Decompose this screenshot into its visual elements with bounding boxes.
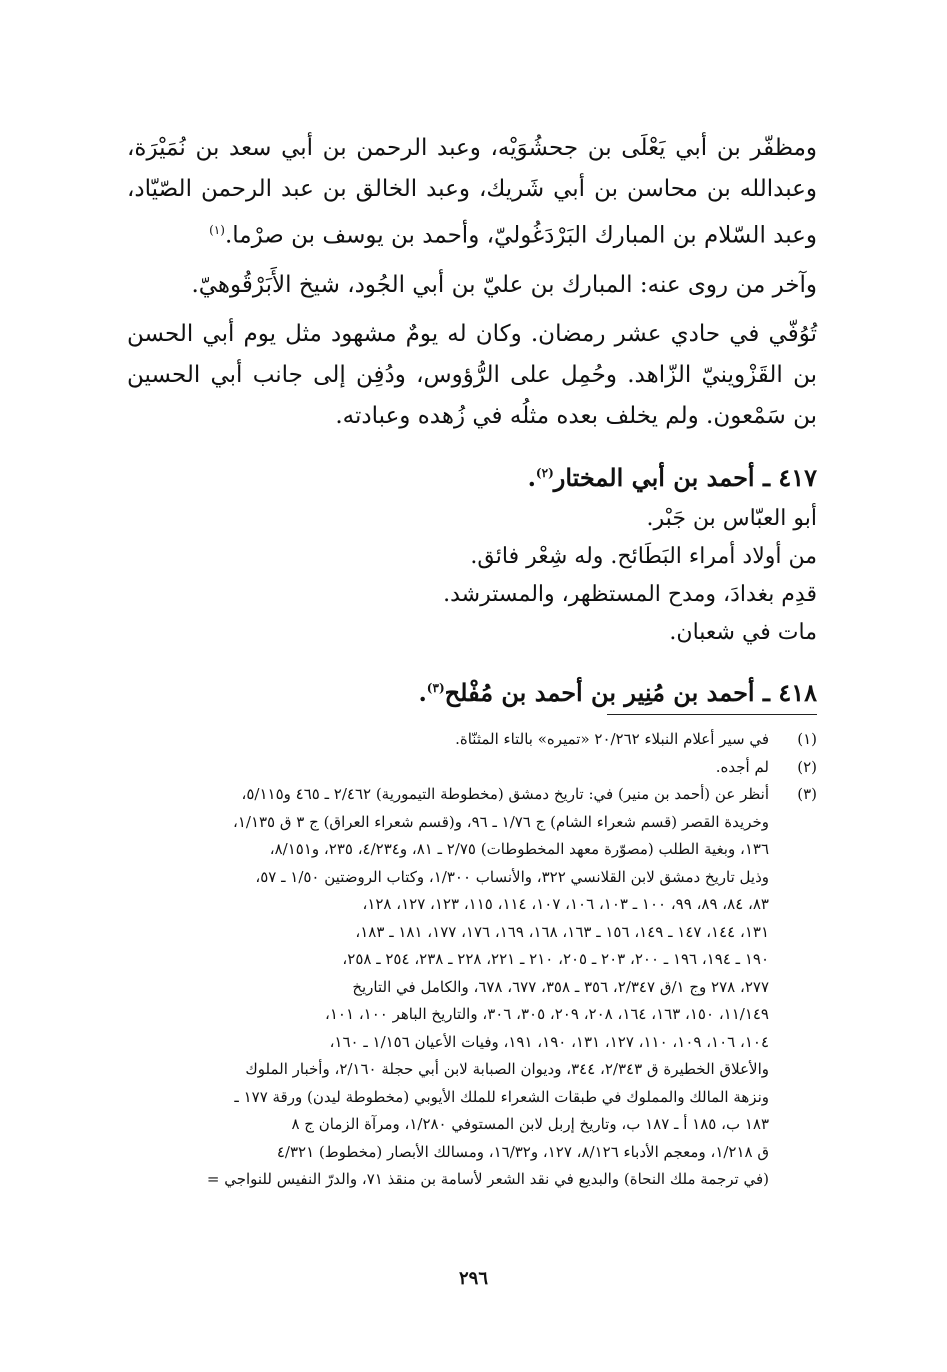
footnote-line: في سير أعلام النبلاء ٢٠/٢٦٢ «تميره» بالتاء المثنّاة.: [455, 730, 769, 748]
footnote-text: [127, 781, 769, 1194]
footnote-line: ١٠٤، ١٠٦، ١٠٩، ١١٠، ١٢٧، ١٣١، ١٩٠، ١٩١، وفيات الأعيان ١/١٥٦ ـ ١٦٠،: [329, 1032, 769, 1051]
footnote-line: (في ترجمة ملك النحاة) والبديع في نقد الشعر لأسامة بن منقذ ٧١، والدرّ النفيس للنواجي =: [206, 1170, 769, 1188]
footnote-marker-2: (٢): [535, 465, 554, 480]
footnote-divider: [607, 714, 817, 715]
paragraph-1-text: ومظفّر بن أبي يَعْلَى بن جحشُوَيْه، وعبد الرحمن بن أبي سعد بن نُمَيْرَة، وعبدالله بن محاسن بن أبي شَريك، وعبد الخالق بن عبد الرحمن الصّيّاد، وعبد السّلام بن المبارك البَرْدَغُوليّ، وأحمد بن يوسف بن صرْما.: [127, 135, 817, 249]
footnote-number: (٣): [797, 785, 817, 803]
paragraph-2: وآخر من روى عنه: المبارك بن عليّ بن أبي الجُود، شيخ الأَبَرْقُوهيّ.: [191, 271, 817, 298]
entry-418: [127, 666, 817, 715]
footnote-line: ق ١/٢١٨، ومعجم الأدباء ٨/١٢٦، ١٢٧، و١٦/٣٢، ومسالك الأبصار (مخطوط) ٤/٣٢١: [276, 1142, 769, 1161]
footnote-text: [127, 726, 769, 754]
footnote-line: ٢٧٧، ٢٧٨ وج ١/ق ٢/٣٤٧، ٣٥٦ ـ ٣٥٨، ٦٧٧، ٦٧٨، والكامل في التاريخ: [352, 977, 769, 996]
paragraph-1: [127, 128, 817, 257]
footnote-line: ١٨٣ ب، ١٨٥ أ ـ ١٨٧ ب، وتاريخ إربل لابن المستوفي ١/٢٨٠، ومرآة الزمان ج ٨: [291, 1115, 769, 1133]
main-text: [127, 128, 817, 715]
footnotes: [127, 726, 817, 1194]
footnote-line: وذيل تاريخ دمشق لابن القلانسي ٣٢٢، والأنساب ١/٣٠٠، وكتاب الروضتين ١/٥٠ ـ ٥٧،: [255, 867, 769, 886]
entry-418-heading: ٤١٨ ـ أحمد بن مُنِير بن أحمد بن مُفْلح$^{(٣)}$.: [418, 677, 817, 707]
footnote-2: [127, 754, 817, 782]
footnote-line: ١٩٠ ـ ١٩٤، ١٩٦ ـ ٢٠٠، ٢٠٣ ـ ٢٠٥، ٢١٠ ـ ٢٢١، ٢٢٨ ـ ٢٣٨، ٢٥٤ ـ ٢٥٨،: [342, 950, 769, 968]
footnote-line: ١٣١، ١٤٤، ١٤٧ ـ ١٤٩، ١٥٦ ـ ١٦٣، ١٦٨، ١٦٩، ١٧٦، ١٧٧، ١٨١ ـ ١٨٣،: [355, 922, 769, 941]
footnote-line: ١١/١٤٩، ١٥٠، ١٦٣، ١٦٤، ٢٠٨، ٢٠٩، ٣٠٥، ٣٠٦، والتاريخ الباهر ١٠٠، ١٠١،: [325, 1005, 769, 1023]
footnote-3: [127, 781, 817, 1194]
footnote-line: لم أجده.: [715, 757, 769, 776]
footnote-line: والأعلاق الخطيرة ق ٢/٣٤٣، ٣٤٤، وديوان الصبابة لابن أبي حجلة ٢/١٦٠، وأخبار الملوك: [245, 1060, 769, 1078]
footnote-number: (٢): [797, 757, 817, 776]
entry-417-line: مات في شعبان.: [669, 619, 817, 645]
page-number: ٢٩٦: [458, 1268, 488, 1289]
footnote-marker-3: (٣): [426, 680, 445, 695]
footnote-line: وخريدة القصر (قسم شعراء الشام) ج ١/٧٦ ـ ٩٦، و(قسم شعراء العراق) ج ٣ ق ١/١٣٥،: [232, 812, 769, 831]
footnote-line: ٨٣، ٨٤، ٨٩، ٩٩، ١٠٠ ـ ١٠٣، ١٠٦، ١٠٧، ١١٤، ١١٥، ١٢٣، ١٢٧، ١٢٨،: [362, 895, 769, 913]
entry-417-line: قدِم بغدادَ، ومدح المستظهر، والمسترشد.: [443, 581, 817, 607]
footnote-1: [127, 726, 817, 754]
footnote-marker-1: (١): [209, 223, 225, 237]
entry-417-line: أبو العبّاس بن جَبْر.: [646, 505, 817, 531]
footnote-line: أنظر عن (أحمد بن منير) في: تاريخ دمشق (مخطوطة التيمورية) ٢/٤٦٢ ـ ٤٦٥ و٥/١١٥،: [241, 785, 769, 803]
entry-418-title: ٤١٨ ـ أحمد بن مُنِير بن أحمد بن مُفْلح: [444, 677, 817, 707]
entry-417-line: من أولاد أمراء البَطَائح. وله شِعْر فائق.: [470, 543, 817, 569]
footnote-line: ونزهة المالك والمملوك في طبقات الشعراء للملك الأيوبي (مخطوطة ليدن) ورقة ١٧٧ ـ: [234, 1087, 769, 1106]
paragraph-3: تُوُفّي في حادي عشر رمضان. وكان له يومٌ مشهود مثل يوم أبي الحسن بن القَزْوينيّ الزّاهد. وحُمِل على الرُّؤوس، ودُفِن إلى جانب أبي الحسين بن سَمْعون. ولم يخلف بعده مثلُه في زُهده وعبادته.: [127, 320, 817, 429]
footnote-number: (١): [797, 730, 817, 748]
footnote-text: [127, 754, 769, 782]
entry-417: [127, 451, 817, 652]
entry-417-heading: ٤١٧ ـ أحمد بن أبي المختار$^{(٢)}$.: [527, 462, 817, 492]
footnote-line: ١٣٦، وبغية الطلب (مصوّرة معهد المخطوطات) ٢/٧٥ ـ ٨١، و٤/٢٣٤، ٢٣٥، و٨/١٥١،: [269, 840, 769, 858]
entry-417-title: ٤١٧ ـ أحمد بن أبي المختار: [553, 462, 817, 492]
